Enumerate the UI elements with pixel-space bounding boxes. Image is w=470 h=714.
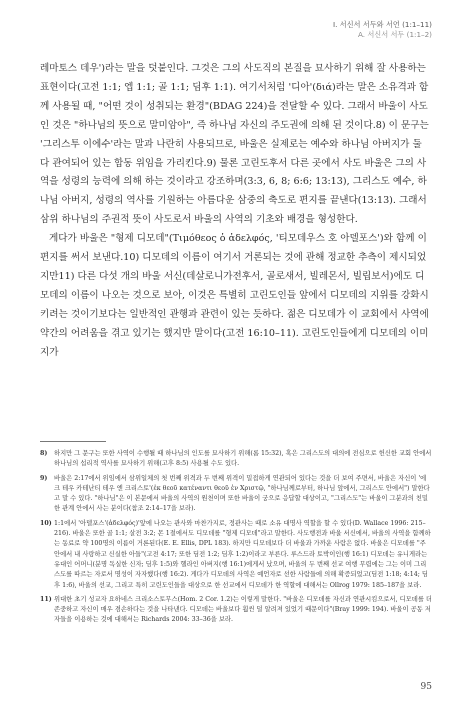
footnote-number: 10) bbox=[40, 519, 52, 527]
main-body bbox=[40, 60, 432, 363]
header-section: A. 서신서 서두 (1:1–2) bbox=[358, 30, 432, 39]
footnote bbox=[40, 519, 432, 591]
footnote bbox=[40, 449, 432, 470]
footnote-number: 11) bbox=[40, 595, 52, 603]
footnote bbox=[40, 474, 432, 515]
running-header bbox=[333, 20, 432, 40]
footnotes bbox=[40, 449, 432, 630]
footnote-text: 하지만 그 문구는 또한 사역이 수행될 때 하나님의 인도를 묘사하기 위해(롬 15:32), 혹은 그리스도의 대의에 전심으로 헌신한 교회 안에서 하나님의 섭리적 역사를 묘사하기 위해(고후 8:5) 사용될 수도 있다. bbox=[54, 450, 432, 468]
body-paragraph: 레마토스 데우')라는 말을 덧붙인다. 그것은 그의 사도직의 본질을 묘사하기 위해 잘 사용하는 표현이다(고전 1:1; 엡 1:1; 골 1:1; 딤후 1:1). 여기서처럼 '디아'(διά)라는 말은 소유격과 함께 사용될 때, "어떤 것이 성취되는 환경"(BDAG 224)을 전달할 수 있다. 그래서 바울이 사도인 것은 "하나님의 뜻으로 말미암아", 즉 하나님 자신의 주도권에 의해 된 것이다.8) 이 문구는 '그리스투 이에수'라는 말과 나란히 사용되므로, 바울은 실제로는 예수와 하나님 아버지가 둘 다 관여되어 있는 합동 위임을 가리킨다.9) 물론 고린도후서 다른 곳에서 사도 바울은 그의 사역을 성령의 능력에 의해 하는 것이라고 강조하며(3:3, 6, 8; 6:6; 13:13), 그리스도 예수, 하나님 아버지, 성령의 역사를 기원하는 아름다운 삼중의 축도로 편지를 끝낸다(13:13). 그래서 삼위 하나님의 주권적 뜻이 사도로서 바울의 사역의 기초와 배경을 형성한다. bbox=[40, 63, 429, 226]
footnote-divider bbox=[40, 441, 106, 442]
footnote bbox=[40, 595, 432, 626]
page-number: 95 bbox=[420, 682, 432, 692]
body-paragraph: 게다가 바울은 "형제 디모데"(Τιμόθεος ὁ ἀδελφός, '티모데우스 호 아델포스')와 함께 이 편지를 써서 보낸다.10) 디모데의 이름이 여기서 거론되는 것에 관해 정교한 추측이 제시되었지만11) 다른 다섯 개의 바울 서신(데살로니가전후서, 골로새서, 빌레몬서, 빌립보서)에도 디모데의 이름이 나오는 것으로 보아, 이것은 특별히 고린도인들 앞에서 디모데의 지위를 강화시키려는 것이기보다는 일반적인 관행과 관련이 있는 듯하다. 젊은 디모데가 이 교회에서 사역에 약간의 어려움을 겪고 있기는 했지만 말이다(고전 16:10–11). 고린도인들에게 디모데의 이미지가 bbox=[40, 233, 429, 358]
footnote-number: 9) bbox=[40, 474, 48, 482]
header-chapter: I. 서신서 서두와 서언 (1:1–11) bbox=[332, 20, 432, 29]
footnote-number: 8) bbox=[40, 450, 48, 457]
footnote-text: 바울은 2:17에서 위임에서 삼위일체의 첫 번째 위격과 두 번째 위격이 밀접하게 연관되어 있다는 것을 더 보여 주면서, 바울은 자신이 '에크 테우 카테난티 테우 엔 크리스토'(ἐκ θεοῦ κατέναντι θεοῦ ἐν Χριστῷ, "하나님께로부터, 하나님 앞에서, 그리스도 안에서") 말한다고 말 수 있다. "하나님"은 이 본문에서 바울의 사역의 원천이며 또한 바울이 궁으로 응답할 대상이고, "그리스도"는 바울이 그분과의 친밀한 관계 안에서 사는 분이다(참조 2:14–17을 보라). bbox=[54, 474, 430, 513]
footnote-text: 1:1에서 '아델포스'(ἀδελφός)'앞에 나오는 관사와 마찬가지로, 정관사는 때로 소유 대명사 역할을 할 수 있다(D. Wallace 1996: 215–216). 바울은 또한 골 1:1; 살전 3:2; 몬 1절에서도 디모데를 "형제 디모데"라고 말한다. 사도행전과 바울 서신에서, 바울의 사역을 함께하는 동료로 약 100명의 이름이 거론된다(E. E. Ellis, DPL 183). 하지만 디모데보다 더 바울과 가까운 사람은 없다. 바울은 디모데를 "주 안에서 내 사랑하고 신실한 아들"(고전 4:17; 또한 딤전 1:2; 딤후 1:2)이라고 부른다. 루스드라 토박이인(행 16:1) 디모데는 유니게라는 유대인 어머니(분명 독실한 신자; 딤후 1:5)와 헬라인 아버지(행 16:1)에게서 났으며, 바울의 두 번째 선교 여행 무렵에는 그는 이미 그리스도를 따르는 자로서 명성이 자자했다(행 16:2). 게다가 디모데의 사역은 예언자로 선한 사람들에 의해 확증되었고(딤전 1:18; 4:14; 딤후 1:6), 바울의 선교, 그리고 특히 고린도인들을 대상으로 한 선교에서 디모데가 한 역할에 대해서는 Ollrog 1979: 185–187을 보라. bbox=[54, 519, 431, 589]
footnote-text: 위대한 초기 성교자 요하네스 크리소스토무스(Hom. 2 Cor. 1.2)는 이렇게 말한다. "바울은 디모데를 자신과 연관시킴으로서, 디모데를 더 존중하고 자신이 매우 겸손하다는 것을 나타낸다. 디모데는 바울보다 훨씬 덜 알려져 있었기 때문이다"(Bray 1999: 194). 바울이 공동 저자들을 이용하는 것에 대해서는 Richards 2004: 33–36을 보라. bbox=[54, 595, 433, 624]
